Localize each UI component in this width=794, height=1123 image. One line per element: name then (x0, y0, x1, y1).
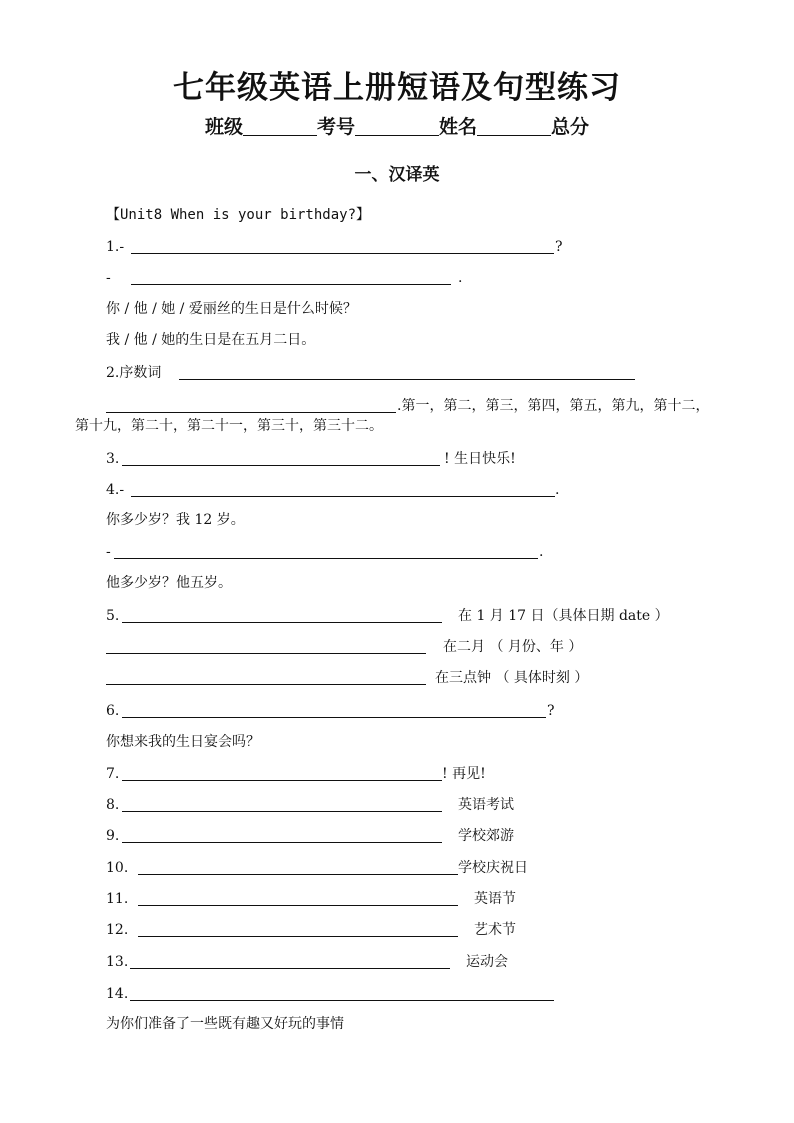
q9-number: 9. (106, 828, 120, 844)
q1-dash: - (106, 270, 111, 286)
q5-answer-line[interactable] (122, 622, 442, 623)
q13-answer-line[interactable] (130, 968, 450, 969)
exam-no-blank[interactable] (355, 117, 439, 136)
q4-chinese-question-2: 他多少岁？他五岁。 (106, 575, 232, 591)
q3-number: 3. (106, 451, 120, 467)
q6-end: ? (547, 703, 555, 719)
q12-tail: 艺术节 (474, 922, 516, 938)
q6-answer-line[interactable] (122, 717, 546, 718)
q14-number: 14. (106, 986, 129, 1002)
q1-answer-line-2[interactable] (131, 284, 451, 285)
q9-answer-line[interactable] (122, 842, 442, 843)
q4-chinese-question: 你多少岁？我 12 岁。 (106, 512, 245, 528)
q13-tail: 运动会 (466, 954, 508, 970)
unit-header: 【Unit8 When is your birthday?】 (106, 207, 371, 223)
q2-number: 2.序数词 (106, 365, 162, 381)
q5-number: 5. (106, 608, 120, 624)
score-label: 总分 (551, 116, 590, 138)
q3-tail: ! 生日快乐! (444, 451, 516, 467)
q11-tail: 英语节 (474, 891, 516, 907)
q1-end: ? (555, 239, 563, 255)
q5-answer-line-2[interactable] (106, 653, 426, 654)
q9-tail: 学校郊游 (458, 828, 514, 844)
class-blank[interactable] (243, 117, 317, 136)
q2-answer-line[interactable] (179, 379, 635, 380)
q2-answer-line-2[interactable] (106, 412, 396, 413)
q5-answer-line-3[interactable] (106, 684, 426, 685)
q8-tail: 英语考试 (458, 797, 514, 813)
q4-answer-line-2[interactable] (114, 558, 538, 559)
q7-number: 7. (106, 766, 120, 782)
name-blank[interactable] (477, 117, 551, 136)
q4-dash: - (106, 544, 111, 560)
q5-date-hint: 在 1 月 17 日（具体日期 date ） (458, 608, 669, 624)
q8-number: 8. (106, 797, 120, 813)
q1-chinese-question: 你 / 他 / 她 / 爱丽丝的生日是什么时候？ (106, 301, 357, 317)
q2-ordinals-wrap: 第十九，第二十，第二十一，第三十，第三十二。 (75, 418, 383, 434)
exam-no-label: 考号 (316, 116, 355, 138)
class-label: 班级 (204, 116, 243, 138)
q7-answer-line[interactable] (122, 780, 442, 781)
q1-answer-line[interactable] (131, 253, 554, 254)
section-title: 一、汉译英 (354, 165, 440, 185)
name-label: 姓名 (439, 116, 478, 138)
q11-number: 11. (106, 891, 129, 907)
q5-time-hint: 在三点钟 （ 具体时刻 ） (435, 670, 589, 686)
q12-answer-line[interactable] (138, 936, 458, 937)
q10-number: 10. (106, 860, 129, 876)
q8-answer-line[interactable] (122, 811, 442, 812)
q14-answer-line[interactable] (130, 1000, 554, 1001)
q10-tail: 学校庆祝日 (458, 860, 528, 876)
q7-tail: ! 再见! (442, 766, 486, 782)
q2-ordinals: .第一，第二，第三，第四，第五，第九，第十二， (397, 398, 710, 414)
q4-end: . (555, 482, 560, 498)
student-info-row (0, 112, 794, 139)
q1-end-2: . (458, 270, 463, 286)
q6-chinese: 你想来我的生日宴会吗？ (106, 734, 260, 750)
q11-answer-line[interactable] (138, 905, 458, 906)
q1-number: 1.- (106, 239, 125, 255)
q4-end-2: . (539, 544, 544, 560)
q6-number: 6. (106, 703, 120, 719)
q12-number: 12. (106, 922, 129, 938)
q13-number: 13. (106, 954, 129, 970)
q14-chinese: 为你们准备了一些既有趣又好玩的事情 (106, 1016, 344, 1032)
q3-answer-line[interactable] (122, 465, 440, 466)
q5-month-hint: 在二月 （ 月份、年 ） (443, 639, 583, 655)
q10-answer-line[interactable] (138, 874, 458, 875)
q4-answer-line[interactable] (131, 496, 555, 497)
page-title: 七年级英语上册短语及句型练习 (173, 70, 621, 106)
q1-chinese-answer: 我 / 他 / 她的生日是在五月二日。 (106, 332, 316, 348)
q4-number: 4.- (106, 482, 125, 498)
